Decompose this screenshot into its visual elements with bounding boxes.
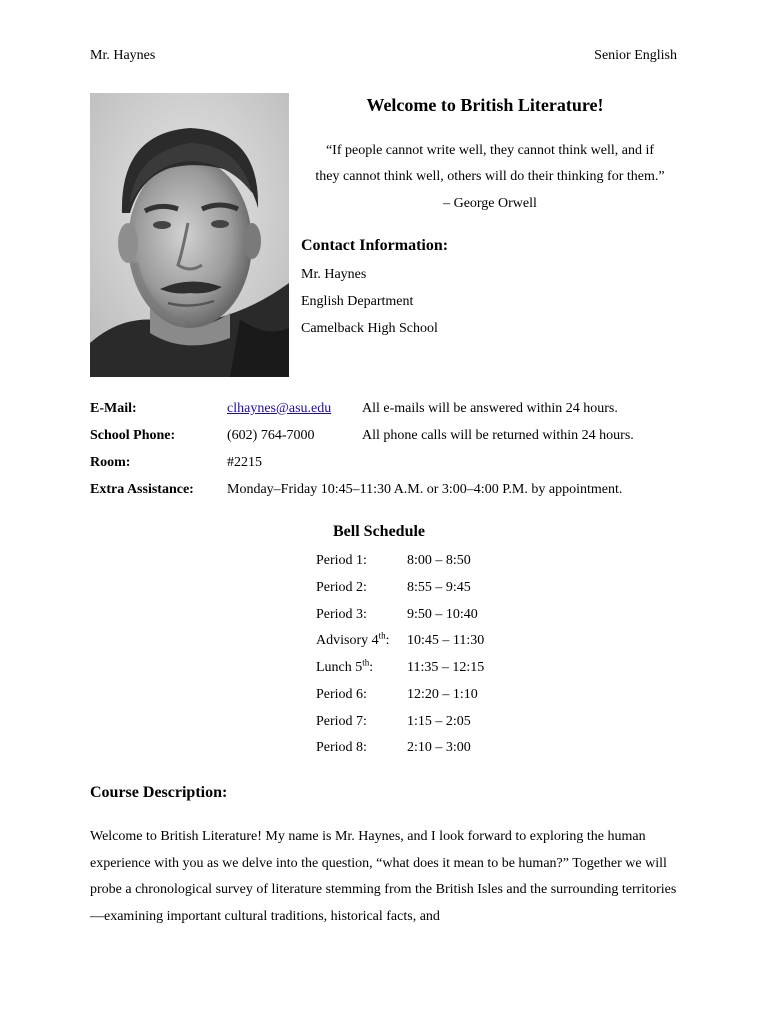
bell-period-time: 2:10 – 3:00 [407,740,471,755]
bell-period-name: Period 2: [316,580,367,595]
bell-period-time: 9:50 – 10:40 [407,607,478,622]
bell-period-name: Period 6: [316,687,367,702]
bell-period-time: 10:45 – 11:30 [407,633,485,648]
portrait-photo [90,93,289,377]
quote-line-1: “If people cannot write well, they cannot think well, and if [325,143,655,158]
phone-label: School Phone: [90,428,176,443]
quote-author: – George Orwell [443,196,537,211]
contact-department: English Department [301,294,414,309]
bell-period-name: Period 3: [316,607,367,622]
bell-period-time: 8:00 – 8:50 [407,553,471,568]
email-note: All e-mails will be answered within 24 hours. [362,401,618,416]
ordinal-suffix: th [378,630,386,641]
bell-period-name: Period 1: [316,553,367,568]
room-label: Room: [90,455,131,470]
email-label: E-Mail: [90,401,137,416]
course-description-text: Welcome to British Literature! My name is Mr. Haynes, and I look forward to exploring the human experience with you as we delve into the question, “what does it mean to be human?” Together we will probe a chronological survey of literature stemming from the British Isles and the surrounding territories—examining important cultural traditions, historical facts, and [90,829,677,924]
page-title: Welcome to British Literature! [366,95,604,115]
course-description-heading: Course Description: [90,784,228,801]
bell-period-time: 12:20 – 1:10 [407,687,478,702]
bell-period-name: Period 7: [316,714,367,729]
phone-value: (602) 764-7000 [227,428,315,443]
quote-line-2: they cannot think well, others will do their thinking for them.” [315,169,665,184]
phone-note: All phone calls will be returned within 24 hours. [362,428,634,443]
contact-school: Camelback High School [301,321,438,336]
header-right: Senior English [594,48,677,63]
header-left: Mr. Haynes [90,48,156,63]
contact-heading: Contact Information: [301,237,449,254]
bell-period-name: Advisory 4th: [316,630,390,648]
bell-period-time: 8:55 – 9:45 [407,580,471,595]
bell-period-time: 11:35 – 12:15 [407,660,485,675]
bell-period-name: Lunch 5th: [316,657,374,675]
email-link[interactable]: clhaynes@asu.edu [227,401,332,416]
extra-assistance-value: Monday–Friday 10:45–11:30 A.M. or 3:00–4:00 P.M. by appointment. [227,482,623,497]
ordinal-suffix: th [362,657,370,668]
contact-name: Mr. Haynes [301,267,367,282]
bell-period-name: Period 8: [316,740,367,755]
bell-period-time: 1:15 – 2:05 [407,714,471,729]
extra-assistance-label: Extra Assistance: [90,482,194,497]
bell-schedule-heading: Bell Schedule [333,523,426,540]
room-value: #2215 [227,455,262,470]
